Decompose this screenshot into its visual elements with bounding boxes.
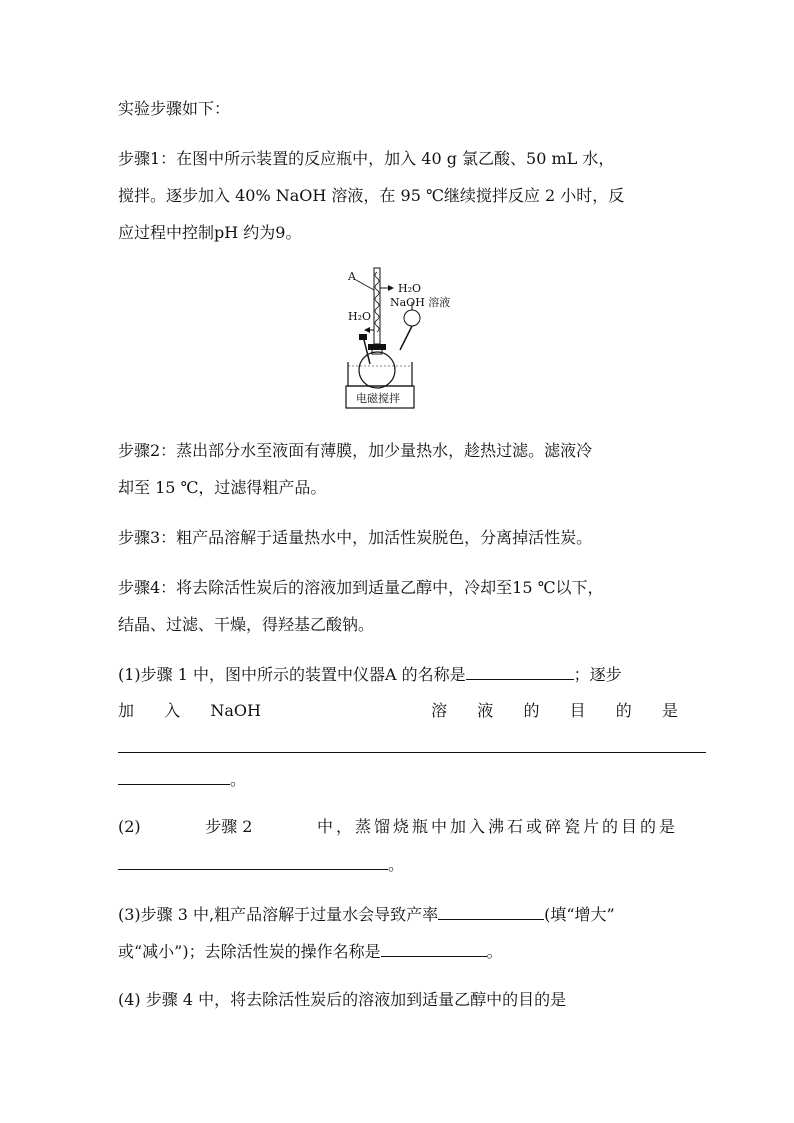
step4-line2: 结晶、过滤、干燥，得羟基乙酸钠。	[118, 615, 375, 634]
q1-word: NaOH	[210, 701, 261, 720]
q2-text: 中，蒸馏烧瓶中加入沸石或碎瓷片的目的是	[316, 817, 678, 836]
apparatus-label-h2o-left: H₂O	[348, 310, 372, 323]
q1-text-part1: (1)步骤 1 中，图中所示的装置中仪器A 的名称是	[118, 665, 466, 684]
q1-word: 的	[615, 701, 632, 720]
q2-number: (2)	[118, 817, 141, 836]
q1-word: 是	[661, 701, 678, 720]
q3-text-part2: (填“增大”	[544, 905, 615, 924]
step1-line1: 步骤1：在图中所示装置的反应瓶中，加入 40 g 氯乙酸、50 mL 水，	[118, 149, 615, 168]
q3-text-part1: (3)步骤 3 中,粗产品溶解于过量水会导致产率	[118, 905, 439, 924]
step4-line1: 步骤4：将去除活性炭后的溶液加到适量乙醇中，冷却至15 ℃以下，	[118, 578, 604, 597]
q2-line2	[118, 853, 404, 875]
q1-word: 目	[569, 701, 586, 720]
apparatus-label-a: A	[348, 270, 356, 283]
intro-text: 实验步骤如下：	[118, 99, 231, 118]
q2-step: 步骤 2	[205, 817, 253, 836]
q4-line1: (4) 步骤 4 中，将去除活性炭后的溶液加到适量乙醇中的目的是	[118, 990, 567, 1009]
q1-blank-2[interactable]	[118, 768, 230, 785]
q1-answer-rule[interactable]	[118, 752, 706, 753]
q3-end: 。	[486, 942, 503, 961]
q3-blank-1[interactable]	[438, 903, 544, 920]
q1-end: 。	[230, 770, 247, 789]
apparatus-label-h2o-top: H₂O	[398, 282, 422, 295]
apparatus-label-naoh: NaOH 溶液	[390, 296, 451, 309]
q1-word: 液	[477, 701, 494, 720]
q3-blank-2[interactable]	[381, 940, 487, 957]
q1-line1	[118, 663, 622, 685]
q1-blank-1[interactable]	[466, 663, 574, 680]
q1-text-part2: ；逐步	[573, 665, 622, 684]
step2-line2: 却至 15 ℃，过滤得粗产品。	[118, 478, 327, 497]
step1-line2: 搅拌。逐步加入 40% NaOH 溶液，在 95 ℃继续搅拌反应 2 小时，反	[118, 186, 625, 205]
step3-line1: 步骤3：粗产品溶解于适量热水中，加活性炭脱色，分离掉活性炭。	[118, 528, 593, 547]
q3-line2	[118, 940, 503, 962]
q1-line2	[118, 700, 678, 722]
q1-word: 入	[164, 701, 181, 720]
q3-line1	[118, 903, 615, 925]
apparatus-figure	[342, 266, 462, 414]
apparatus-label-stirrer: 电磁搅拌	[356, 392, 400, 405]
q1-line3	[118, 768, 246, 790]
step1-line3: 应过程中控制pH 约为9。	[118, 223, 302, 242]
q2-end: 。	[388, 855, 405, 874]
q1-word: 溶	[431, 701, 448, 720]
q2-blank[interactable]	[118, 853, 388, 870]
q1-word: 加	[118, 701, 135, 720]
q3-text-line2: 或“减小”)；去除活性炭的操作名称是	[118, 942, 381, 961]
q2-line1	[118, 816, 678, 838]
q1-word: 的	[523, 701, 540, 720]
step2-line1: 步骤2：蒸出部分水至液面有薄膜，加少量热水，趁热过滤。滤液冷	[118, 441, 593, 460]
